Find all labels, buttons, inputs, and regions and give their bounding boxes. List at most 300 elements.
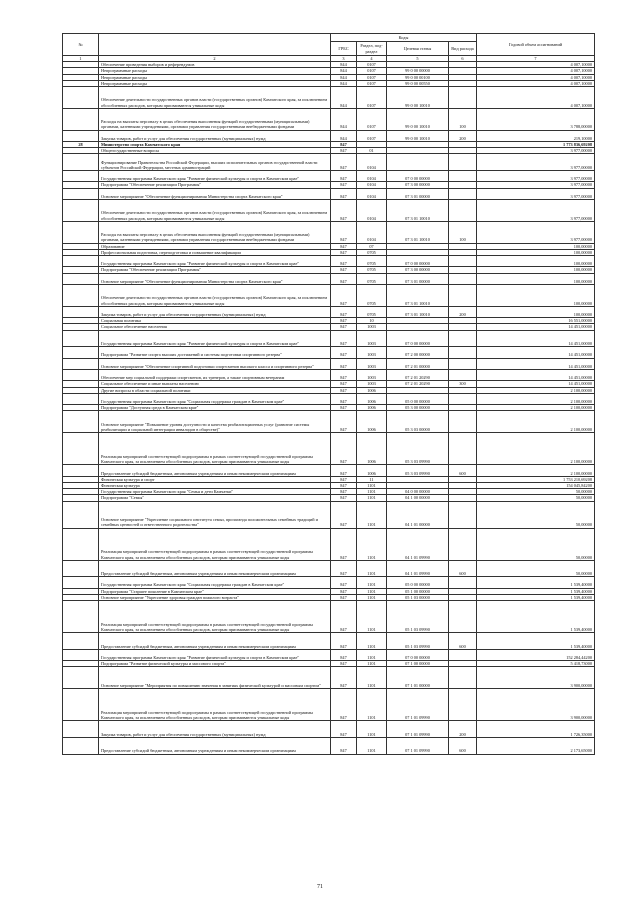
row-number — [63, 649, 99, 660]
row-name: Обеспечение мер социальной поддержки спортсменов, их тренеров, а также спортивным ветеранам — [99, 369, 331, 380]
table-row — [63, 601, 595, 633]
table-row — [63, 433, 595, 465]
row-razdel: 1003 — [357, 347, 387, 358]
row-amount: 5 418,73000 — [477, 661, 595, 667]
table-row — [63, 411, 595, 433]
row-expense-type: 100 — [449, 221, 477, 243]
row-grbs: 847 — [331, 284, 357, 306]
row-name: Непрограммные расходы — [99, 68, 331, 74]
row-razdel: 11 — [357, 476, 387, 482]
row-name: Физическая культура и спорт — [99, 476, 331, 482]
row-amount: 50,00000 — [477, 501, 595, 528]
colnum: 2 — [99, 56, 331, 62]
table-row — [63, 255, 595, 266]
table-row — [63, 273, 595, 284]
row-grbs: 847 — [331, 347, 357, 358]
row-grbs: 847 — [331, 594, 357, 600]
row-grbs: 847 — [331, 199, 357, 221]
row-expense-type — [449, 528, 477, 560]
row-razdel: 1101 — [357, 588, 387, 594]
row-amount: 100,00000 — [477, 255, 595, 266]
row-expense-type — [449, 601, 477, 633]
row-target-article: 07 3 01 10010 — [387, 284, 449, 306]
row-grbs: 847 — [331, 495, 357, 501]
row-grbs: 847 — [331, 489, 357, 495]
row-name: Реализация мероприятий соответствующей подпрограммы в рамках соответствующей государственной программы Камчатского края, за исключением обособленных расходов, которым присваиваются уникальные коды — [99, 433, 331, 465]
row-name: Основное мероприятие "Мероприятия по повышению значения в занятиях физической культурой и массовым спортом" — [99, 667, 331, 689]
row-name: Закупка товаров, работ и услуг для обеспечения государственных (муниципальных) нужд — [99, 130, 331, 141]
row-target-article: 07 3 01 10010 — [387, 221, 449, 243]
row-number — [63, 284, 99, 306]
row-grbs: 847 — [331, 667, 357, 689]
row-target-article: 05 1 03 00000 — [387, 594, 449, 600]
table-row — [63, 633, 595, 650]
row-name: Реализация мероприятий соответствующей подпрограммы в рамках соответствующей государственной программы Камчатского края, за исключением обособленных расходов, которым присваиваются уникальные коды — [99, 601, 331, 633]
row-name: Подпрограмма "Обеспечение реализации Программы" — [99, 182, 331, 188]
row-amount: 3 977,00000 — [477, 221, 595, 243]
table-row — [63, 130, 595, 141]
row-razdel: 1101 — [357, 721, 387, 738]
row-expense-type: 300 — [449, 381, 477, 387]
row-razdel: 0705 — [357, 267, 387, 273]
row-target-article: 07 3 01 00000 — [387, 273, 449, 284]
row-grbs: 847 — [331, 577, 357, 588]
row-target-article: 07 1 00 00000 — [387, 661, 449, 667]
row-number — [63, 87, 99, 109]
row-target-article: 04 1 00 00000 — [387, 495, 449, 501]
row-name: Государственная программа Камчатского края "Социальная поддержка граждан в Камчатском крае" — [99, 577, 331, 588]
page-number: 71 — [317, 884, 323, 890]
row-name: Министерство спорта Камчатского края — [99, 142, 331, 148]
row-name: Социальное обеспечение населения — [99, 324, 331, 330]
row-amount: 2 100,00000 — [477, 433, 595, 465]
row-grbs: 847 — [331, 661, 357, 667]
row-amount: 2 173,65000 — [477, 738, 595, 755]
row-name: Государственная программа Камчатского края "Развитие физической культуры и спорта в Камчатском крае" — [99, 330, 331, 347]
row-amount: 1 539,40000 — [477, 577, 595, 588]
row-razdel: 0107 — [357, 130, 387, 141]
row-name: Государственная программа Камчатского края "Развитие физической культуры и спорта в Камчатском крае" — [99, 649, 331, 660]
row-name: Подпрограмма "Обеспечение реализации Программы" — [99, 267, 331, 273]
row-amount: 100,00000 — [477, 249, 595, 255]
row-amount: 1 753 210,69208 — [477, 476, 595, 482]
row-amount: 2 100,00000 — [477, 465, 595, 476]
row-number — [63, 433, 99, 465]
row-razdel: 1006 — [357, 433, 387, 465]
row-name: Расходы на выплаты персоналу в целях обеспечения выполнения функций государственными (муниципальными) органами, казенными учреждениями, органами управления государственными внебюджетными фондами — [99, 221, 331, 243]
row-expense-type — [449, 667, 477, 689]
row-expense-type — [449, 255, 477, 266]
row-number: 28 — [63, 142, 99, 148]
row-razdel: 0104 — [357, 182, 387, 188]
row-target-article: 07 2 00 00000 — [387, 347, 449, 358]
row-razdel: 0104 — [357, 221, 387, 243]
row-grbs: 847 — [331, 324, 357, 330]
row-expense-type — [449, 649, 477, 660]
row-name: Подпрограмма "Развитие спорта высших достижений и системы подготовки спортивного резерва" — [99, 347, 331, 358]
row-razdel: 10 — [357, 318, 387, 324]
row-expense-type: 200 — [449, 721, 477, 738]
row-amount: 14 451,00000 — [477, 324, 595, 330]
table-header — [63, 34, 595, 62]
row-grbs: 847 — [331, 738, 357, 755]
row-name: Физическая культура — [99, 482, 331, 488]
row-razdel: 1006 — [357, 387, 387, 393]
row-name: Функционирование Правительства Российской Федерации, высших исполнительных органов государственной власти субъектов Российской Федерации, местных администраций — [99, 154, 331, 171]
row-target-article: 99 0 00 10010 — [387, 130, 449, 141]
row-razdel: 1101 — [357, 661, 387, 667]
row-razdel: 0104 — [357, 154, 387, 171]
row-grbs: 847 — [331, 501, 357, 528]
row-grbs: 847 — [331, 267, 357, 273]
row-razdel: 1101 — [357, 594, 387, 600]
row-razdel: 1003 — [357, 330, 387, 347]
row-target-article: 07 3 00 00000 — [387, 182, 449, 188]
row-amount: 2 100,00000 — [477, 393, 595, 404]
row-target-article: 07 0 00 00000 — [387, 330, 449, 347]
row-number — [63, 330, 99, 347]
row-number — [63, 577, 99, 588]
table-row — [63, 358, 595, 369]
row-target-article: 07 3 01 10010 — [387, 199, 449, 221]
row-name: Обеспечение деятельности государственных органов власти (государственных органов) Камчатского края, за исключением обособленных расходов, которым присваиваются уникальные коды — [99, 87, 331, 109]
row-grbs: 847 — [331, 588, 357, 594]
row-grbs: 847 — [331, 465, 357, 476]
header-codes: Коды — [331, 34, 477, 42]
table-row — [63, 221, 595, 243]
row-expense-type — [449, 188, 477, 199]
row-amount: 50,00000 — [477, 560, 595, 577]
table-row — [63, 306, 595, 317]
row-expense-type — [449, 154, 477, 171]
row-expense-type — [449, 577, 477, 588]
row-name: Непрограммные расходы — [99, 80, 331, 86]
row-amount: 14 451,00000 — [477, 358, 595, 369]
row-razdel: 0705 — [357, 306, 387, 317]
row-razdel: 0107 — [357, 74, 387, 80]
row-grbs: 847 — [331, 142, 357, 148]
row-name: Обеспечение деятельности государственных органов власти (государственных органов) Камчатского края, за исключением обособленных расходов, которым присваиваются уникальные коды — [99, 284, 331, 306]
table-row — [63, 199, 595, 221]
row-number — [63, 528, 99, 560]
header-expense-type: Вид расхода — [449, 42, 477, 56]
row-grbs: 844 — [331, 68, 357, 74]
row-number — [63, 633, 99, 650]
row-razdel: 1101 — [357, 738, 387, 755]
row-amount: 3 977,00000 — [477, 188, 595, 199]
row-amount: 1 539,40000 — [477, 633, 595, 650]
row-grbs: 844 — [331, 108, 357, 130]
row-name: Реализация мероприятий соответствующей подпрограммы в рамках соответствующей государственной программы Камчатского края, за исключением обособленных расходов, которым присваиваются уникальные коды — [99, 689, 331, 721]
row-grbs: 844 — [331, 130, 357, 141]
row-target-article: 07 2 01 20290 — [387, 381, 449, 387]
row-number — [63, 689, 99, 721]
row-name: Основное мероприятие "Обеспечение функционирования Министерства спорта Камчатского края" — [99, 273, 331, 284]
row-target-article: 05 1 03 09990 — [387, 601, 449, 633]
table-row — [63, 188, 595, 199]
row-grbs: 847 — [331, 171, 357, 182]
row-name: Государственная программа Камчатского края "Социальная поддержка граждан в Камчатском крае" — [99, 393, 331, 404]
row-grbs: 847 — [331, 330, 357, 347]
row-grbs: 844 — [331, 74, 357, 80]
row-number — [63, 667, 99, 689]
row-razdel: 0107 — [357, 68, 387, 74]
row-expense-type — [449, 358, 477, 369]
table-row — [63, 108, 595, 130]
row-name: Реализация мероприятий соответствующей подпрограммы в рамках соответствующей государственной программы Камчатского края, за исключением обособленных расходов, которым присваиваются уникальные коды — [99, 528, 331, 560]
row-amount: 152 284,44200 — [477, 649, 595, 660]
table-row — [63, 171, 595, 182]
row-expense-type — [449, 433, 477, 465]
row-amount: 14 451,00000 — [477, 381, 595, 387]
row-razdel: 1006 — [357, 411, 387, 433]
row-amount: 4 007,10000 — [477, 87, 595, 109]
row-target-article: 07 2 01 00000 — [387, 358, 449, 369]
row-expense-type — [449, 689, 477, 721]
row-grbs: 847 — [331, 433, 357, 465]
row-amount: 4 007,10000 — [477, 74, 595, 80]
row-name: Основное мероприятие "Укрепление здоровья граждан пожилого возраста" — [99, 594, 331, 600]
row-target-article: 07 1 01 09990 — [387, 689, 449, 721]
row-name: Социальное обеспечение и иные выплаты населению — [99, 381, 331, 387]
row-target-article: 07 0 00 00000 — [387, 649, 449, 660]
colnum: 7 — [477, 56, 595, 62]
table-body — [63, 62, 595, 754]
row-grbs: 847 — [331, 528, 357, 560]
row-amount: 100,00000 — [477, 306, 595, 317]
row-name: Основное мероприятие "Повышение уровня доступности и качества реабилитационных услуг (развитие системы реабилитации и социальной интеграции инвалидов в обществе)" — [99, 411, 331, 433]
table-row — [63, 649, 595, 660]
row-target-article: 99 0 00 00550 — [387, 80, 449, 86]
row-razdel: 1101 — [357, 528, 387, 560]
row-grbs: 847 — [331, 649, 357, 660]
row-amount: 50,00000 — [477, 528, 595, 560]
row-grbs: 844 — [331, 80, 357, 86]
row-name: Социальная политика — [99, 318, 331, 324]
row-grbs: 847 — [331, 482, 357, 488]
header-number: № — [63, 34, 99, 56]
row-name: Образование — [99, 243, 331, 249]
row-grbs: 847 — [331, 411, 357, 433]
row-name: Предоставление субсидий бюджетным, автономным учреждениям и иным некоммерческим организациям — [99, 465, 331, 476]
row-name: Расходы на выплаты персоналу в целях обеспечения выполнения функций государственными (муниципальными) органами, казенными учреждениями, органами управления государственными внебюджетными фондами — [99, 108, 331, 130]
table-row — [63, 465, 595, 476]
row-expense-type — [449, 273, 477, 284]
table-row — [63, 393, 595, 404]
row-number — [63, 255, 99, 266]
row-target-article: 99 0 00 00000 — [387, 68, 449, 74]
row-number — [63, 560, 99, 577]
row-expense-type — [449, 87, 477, 109]
row-amount: 50,00000 — [477, 495, 595, 501]
row-expense-type — [449, 393, 477, 404]
row-razdel: 1101 — [357, 495, 387, 501]
row-target-article: 07 3 01 10010 — [387, 306, 449, 317]
row-number — [63, 601, 99, 633]
row-amount: 50,00000 — [477, 489, 595, 495]
row-grbs: 847 — [331, 243, 357, 249]
row-name: Предоставление субсидий бюджетным, автономным учреждениям и иным некоммерческим организациям — [99, 560, 331, 577]
row-amount: 2 100,00000 — [477, 405, 595, 411]
row-amount: 100,00000 — [477, 267, 595, 273]
row-name: Государственная программа Камчатского края "Семья и дети Камчатки" — [99, 489, 331, 495]
table-row — [63, 330, 595, 347]
row-amount: 4 007,10000 — [477, 68, 595, 74]
row-amount: 2 100,00000 — [477, 387, 595, 393]
row-amount: 14 451,00000 — [477, 347, 595, 358]
row-name: Государственная программа Камчатского края "Развитие физической культуры и спорта в Камчатском крае" — [99, 171, 331, 182]
row-amount: 14 451,00000 — [477, 369, 595, 380]
row-amount: 3 977,00000 — [477, 182, 595, 188]
row-amount: 3 977,00000 — [477, 171, 595, 182]
row-target-article: 05 0 00 00000 — [387, 393, 449, 404]
row-amount: 1 539,40000 — [477, 601, 595, 633]
row-grbs: 847 — [331, 148, 357, 154]
row-name: Подпрограмма "Развитие физической культуры и массового спорта" — [99, 661, 331, 667]
row-target-article: 07 2 01 20290 — [387, 369, 449, 380]
row-amount: 14 451,00000 — [477, 330, 595, 347]
row-grbs: 847 — [331, 255, 357, 266]
row-expense-type: 600 — [449, 465, 477, 476]
row-expense-type — [449, 171, 477, 182]
table-row — [63, 577, 595, 588]
row-expense-type: 200 — [449, 130, 477, 141]
row-target-article: 05 3 00 00000 — [387, 405, 449, 411]
colnum: 5 — [387, 56, 449, 62]
row-razdel: 1101 — [357, 489, 387, 495]
row-target-article: 07 3 01 00000 — [387, 188, 449, 199]
header-target-article: Целевая статья — [387, 42, 449, 56]
row-grbs: 844 — [331, 87, 357, 109]
row-grbs: 847 — [331, 387, 357, 393]
colnum: 4 — [357, 56, 387, 62]
row-razdel: 1101 — [357, 633, 387, 650]
row-number — [63, 130, 99, 141]
row-grbs: 847 — [331, 188, 357, 199]
row-amount: 3 900,00000 — [477, 689, 595, 721]
row-razdel: 0107 — [357, 108, 387, 130]
row-expense-type — [449, 347, 477, 358]
row-target-article: 05 3 03 09990 — [387, 465, 449, 476]
row-razdel: 0104 — [357, 171, 387, 182]
colnum: 3 — [331, 56, 357, 62]
row-target-article: 05 1 00 00000 — [387, 588, 449, 594]
row-amount: 1 539,40000 — [477, 594, 595, 600]
header-grbs: ГРБС — [331, 42, 357, 56]
row-grbs: 847 — [331, 560, 357, 577]
row-number — [63, 465, 99, 476]
row-razdel: 1101 — [357, 667, 387, 689]
table-row — [63, 369, 595, 380]
row-target-article: 99 0 00 10010 — [387, 108, 449, 130]
row-grbs: 847 — [331, 306, 357, 317]
row-amount: 154 045,84200 — [477, 482, 595, 488]
row-target-article: 07 1 01 09990 — [387, 738, 449, 755]
row-razdel: 0705 — [357, 255, 387, 266]
row-grbs: 847 — [331, 601, 357, 633]
row-number — [63, 393, 99, 404]
row-target-article: 04 1 01 00000 — [387, 501, 449, 528]
row-amount: 3 977,00000 — [477, 148, 595, 154]
row-amount: 3 788,00000 — [477, 108, 595, 130]
row-grbs: 847 — [331, 182, 357, 188]
row-razdel: 0705 — [357, 249, 387, 255]
row-target-article — [387, 154, 449, 171]
table-row — [63, 154, 595, 171]
colnum: 1 — [63, 56, 99, 62]
row-number — [63, 358, 99, 369]
row-amount: 219,10000 — [477, 130, 595, 141]
row-amount: 2 100,00000 — [477, 411, 595, 433]
row-razdel: 0107 — [357, 80, 387, 86]
row-amount: 4 007,10000 — [477, 62, 595, 68]
row-name: Обеспечение проведения выборов и референдумов — [99, 62, 331, 68]
row-target-article: 07 1 01 00000 — [387, 667, 449, 689]
row-number — [63, 221, 99, 243]
row-number — [63, 108, 99, 130]
row-number — [63, 347, 99, 358]
row-name: Подпрограмма "Старшее поколение в Камчатском крае" — [99, 588, 331, 594]
table-row — [63, 721, 595, 738]
row-grbs: 847 — [331, 318, 357, 324]
row-expense-type — [449, 284, 477, 306]
row-grbs: 847 — [331, 476, 357, 482]
table-row — [63, 347, 595, 358]
row-razdel: 1006 — [357, 393, 387, 404]
row-razdel: 0104 — [357, 188, 387, 199]
row-amount: 16 551,00000 — [477, 318, 595, 324]
row-expense-type — [449, 199, 477, 221]
table-row — [63, 528, 595, 560]
row-number — [63, 188, 99, 199]
row-number — [63, 369, 99, 380]
row-razdel: 1101 — [357, 649, 387, 660]
row-razdel: 0107 — [357, 87, 387, 109]
row-razdel: 1101 — [357, 601, 387, 633]
row-amount: 3 900,00000 — [477, 667, 595, 689]
row-amount: 1 539,40000 — [477, 588, 595, 594]
row-amount: 3 977,00000 — [477, 199, 595, 221]
budget-table-sheet — [62, 33, 594, 755]
row-name: Предоставление субсидий бюджетным, автономным учреждениям и иным некоммерческим организациям — [99, 633, 331, 650]
row-name: Подпрограмма "Доступная среда в Камчатском крае" — [99, 405, 331, 411]
row-grbs: 847 — [331, 633, 357, 650]
row-grbs: 847 — [331, 393, 357, 404]
row-razdel: 0705 — [357, 284, 387, 306]
row-razdel: 1003 — [357, 369, 387, 380]
row-expense-type — [449, 501, 477, 528]
row-grbs: 847 — [331, 358, 357, 369]
row-target-article: 07 3 00 00000 — [387, 267, 449, 273]
table-row — [63, 667, 595, 689]
row-expense-type — [449, 411, 477, 433]
row-name: Профессиональная подготовка, переподготовка и повышение квалификации — [99, 249, 331, 255]
row-target-article: 04 1 01 09990 — [387, 528, 449, 560]
row-target-article: 99 0 00 10010 — [387, 87, 449, 109]
row-number — [63, 171, 99, 182]
row-target-article: 05 1 03 09990 — [387, 633, 449, 650]
row-razdel: 1003 — [357, 358, 387, 369]
row-target-article: 07 0 00 00000 — [387, 255, 449, 266]
row-razdel: 1101 — [357, 689, 387, 721]
row-expense-type: 600 — [449, 738, 477, 755]
row-name: Обеспечение деятельности государственных органов власти (государственных органов) Камчатского края, за исключением обособленных расходов, которым присваиваются уникальные коды — [99, 199, 331, 221]
row-razdel: 1101 — [357, 560, 387, 577]
row-name: Основное мероприятие "Обеспечение спортивной подготовки спортсменов высокого класса и спортивного резерва" — [99, 358, 331, 369]
header-amount: Годовой объем ассигнований — [477, 34, 595, 56]
row-target-article: 07 0 00 00000 — [387, 171, 449, 182]
row-target-article: 05 3 03 09990 — [387, 433, 449, 465]
